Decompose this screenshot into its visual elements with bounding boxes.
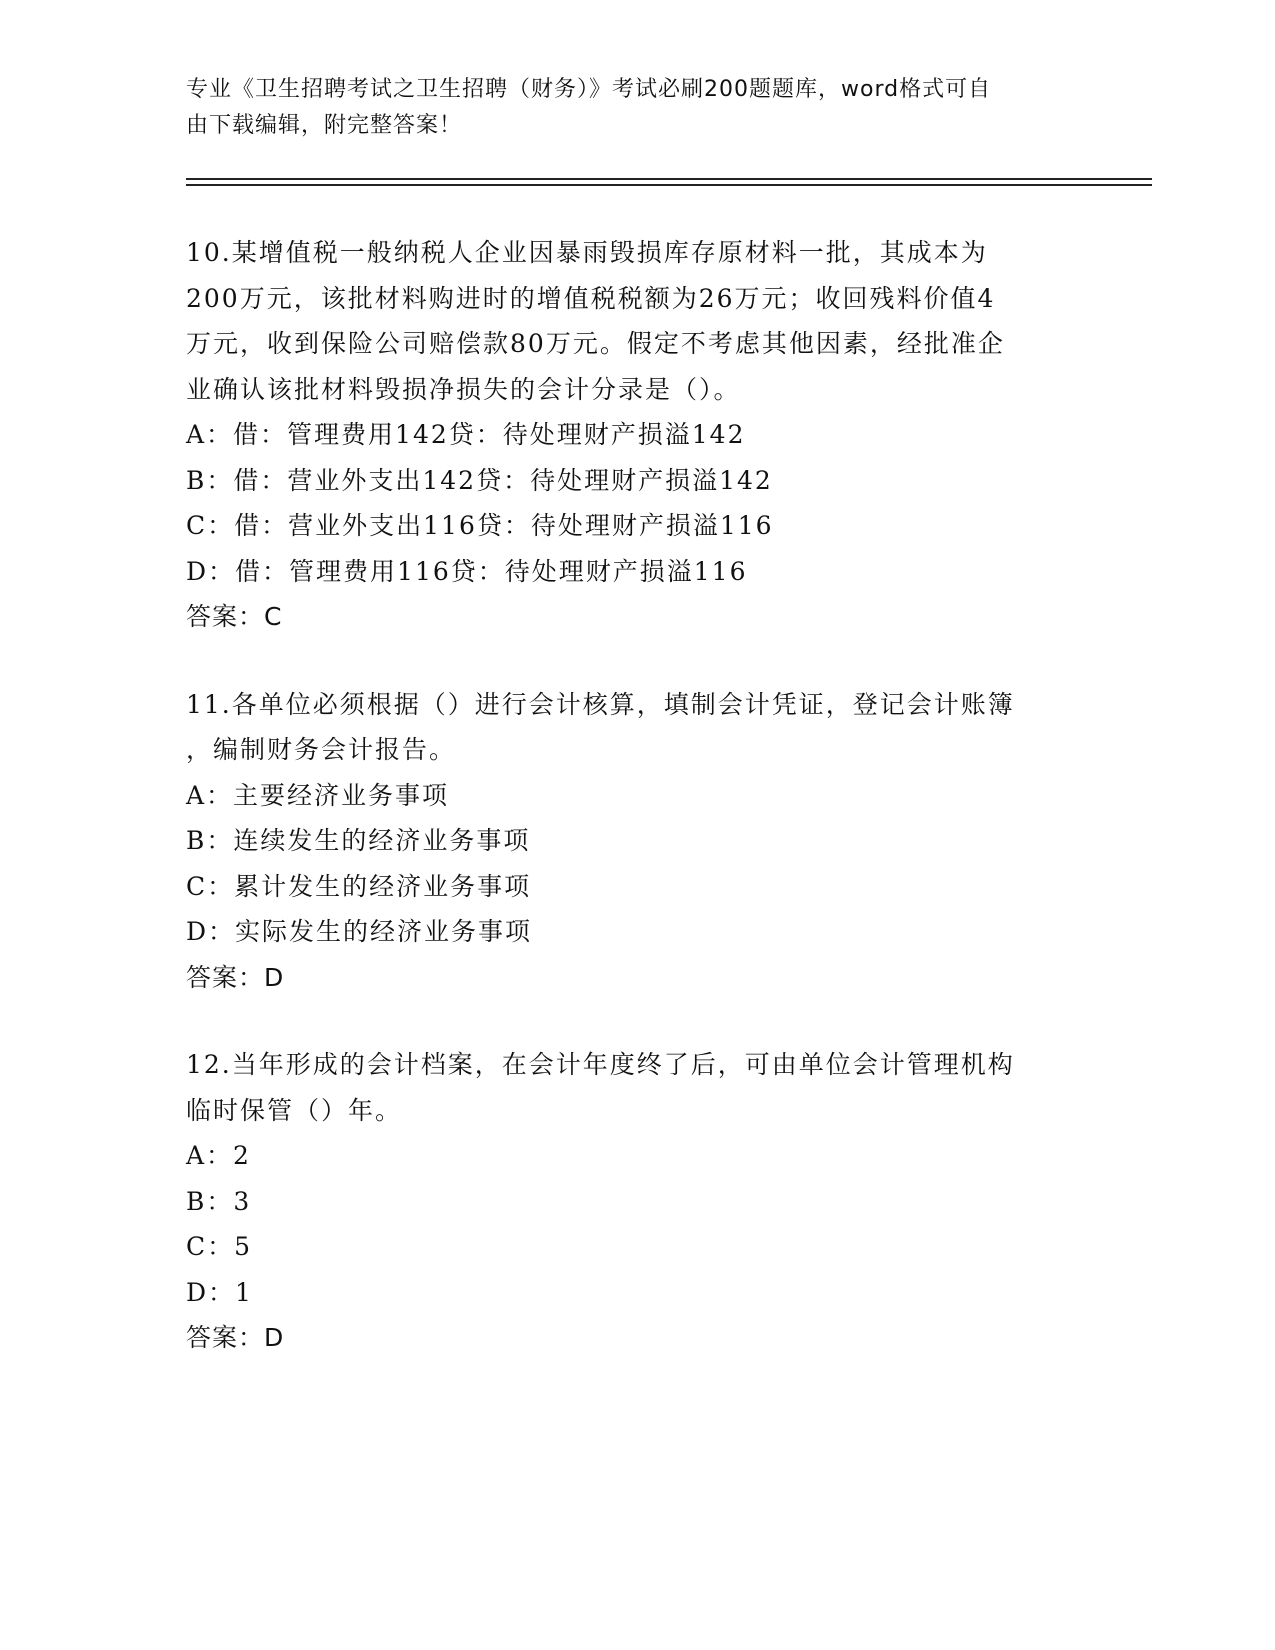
document-intro (186, 72, 1056, 144)
question-stem-line: 万元，收到保险公司赔偿款80万元。假定不考虑其他因素，经批准企 (186, 329, 1005, 358)
header-divider (186, 178, 1152, 180)
option-c: C：5 (186, 1232, 253, 1261)
answer: 答案：C (186, 602, 283, 631)
question-10 (186, 230, 1086, 640)
option-d: D：实际发生的经济业务事项 (186, 917, 533, 946)
intro-line: 由下载编辑，附完整答案！ (186, 113, 463, 138)
option-b: B：连续发生的经济业务事项 (186, 826, 531, 855)
answer: 答案：D (186, 962, 285, 992)
option-b: B：3 (186, 1186, 252, 1216)
option-a: A：主要经济业务事项 (186, 780, 450, 810)
option-a: A：借：管理费用142贷：待处理财产损溢142 (186, 420, 746, 449)
answer: 答案：D (186, 1323, 285, 1352)
question-stem-line: 10.某增值税一般纳税人企业因暴雨毁损库存原材料一批，其成本为 (186, 238, 988, 267)
option-c: C：累计发生的经济业务事项 (186, 871, 532, 901)
option-d: D：1 (186, 1277, 253, 1307)
question-stem-line: 12.当年形成的会计档案，在会计年度终了后，可由单位会计管理机构 (186, 1050, 1015, 1079)
question-stem-line: 11.各单位必须根据（）进行会计核算，填制会计凭证，登记会计账簿 (186, 689, 1015, 719)
question-12 (186, 1042, 1086, 1361)
question-stem-line: 200万元，该批材料购进时的增值税税额为26万元；收回残料价值4 (186, 283, 996, 313)
option-a: A：2 (186, 1141, 251, 1170)
intro-line: 专业《卫生招聘考试之卫生招聘（财务）》考试必刷200题题库，word格式可自 (186, 77, 992, 102)
question-stem-line: 临时保管（）年。 (186, 1095, 403, 1125)
question-11 (186, 682, 1086, 1001)
question-stem-line: 业确认该批材料毁损净损失的会计分录是（）。 (186, 374, 741, 404)
option-b: B：借：营业外支出142贷：待处理财产损溢142 (186, 465, 773, 495)
header-divider (186, 184, 1152, 186)
question-list (186, 230, 1086, 1403)
question-stem-line: ，编制财务会计报告。 (186, 735, 457, 764)
option-c: C：借：营业外支出116贷：待处理财产损溢116 (186, 511, 774, 540)
option-d: D：借：管理费用116贷：待处理财产损溢116 (186, 556, 748, 586)
